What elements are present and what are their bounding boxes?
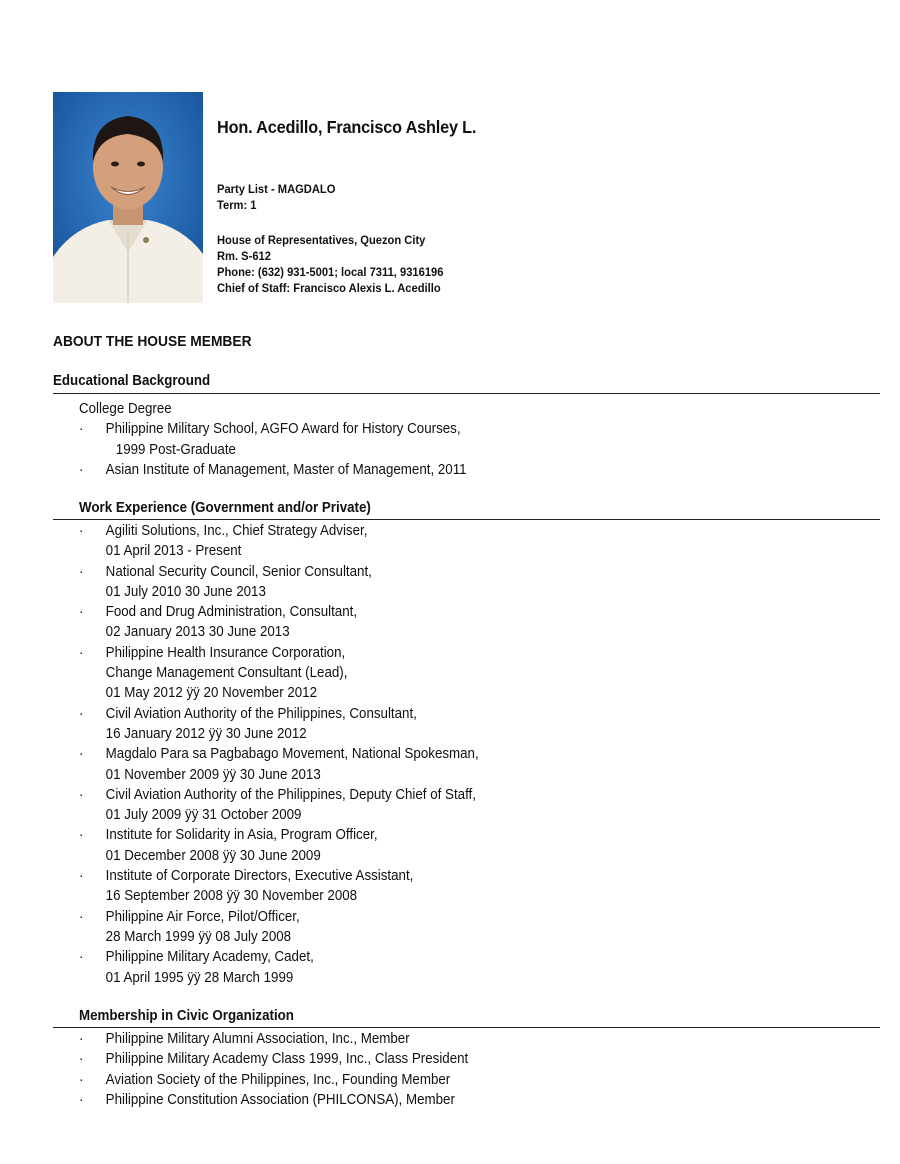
party-term-block bbox=[217, 181, 335, 213]
list-item bbox=[79, 825, 479, 866]
list-item-line: Food and Drug Administration, Consultant, bbox=[105, 604, 358, 621]
bullet-mark: · bbox=[79, 1071, 84, 1088]
list-item-line: 16 September 2008 ÿÿ 30 November 2008 bbox=[105, 888, 358, 905]
list-item bbox=[79, 419, 467, 460]
work-list bbox=[79, 521, 479, 988]
list-item-line: Philippine Health Insurance Corporation, bbox=[105, 644, 346, 661]
bullet-mark: · bbox=[79, 644, 84, 661]
bullet-mark: · bbox=[79, 949, 84, 966]
list-item bbox=[79, 866, 479, 907]
work-title: Work Experience (Government and/or Private) bbox=[79, 500, 371, 516]
education-divider bbox=[53, 393, 880, 394]
membership-title: Membership in Civic Organization bbox=[79, 1008, 294, 1024]
list-item bbox=[79, 907, 479, 948]
list-item-line: Asian Institute of Management, Master of Management, 2011 bbox=[105, 461, 467, 478]
list-item-line: Philippine Military Academy Class 1999, Inc., Class President bbox=[105, 1051, 469, 1068]
education-title: Educational Background bbox=[53, 373, 211, 389]
bullet-mark: · bbox=[79, 563, 84, 580]
list-item-line: National Security Council, Senior Consultant, bbox=[105, 563, 372, 580]
membership-list bbox=[79, 1029, 468, 1110]
bullet-mark: · bbox=[79, 705, 84, 722]
list-item-line: 01 July 2009 ÿÿ 31 October 2009 bbox=[105, 807, 302, 824]
bullet-mark: · bbox=[79, 604, 84, 621]
bullet-mark: · bbox=[79, 461, 84, 478]
list-item bbox=[79, 785, 479, 826]
bullet-mark: · bbox=[79, 827, 84, 844]
list-item-line: 01 November 2009 ÿÿ 30 June 2013 bbox=[105, 766, 321, 783]
list-item bbox=[79, 1049, 468, 1069]
list-item-line: Philippine Military Academy, Cadet, bbox=[105, 949, 314, 966]
phone-number: Phone: (632) 931-5001; local 7311, 9316196 bbox=[217, 265, 444, 279]
list-item-line: Philippine Military Alumni Association, Inc., Member bbox=[105, 1031, 410, 1047]
list-item-line: Philippine Air Force, Pilot/Officer, bbox=[105, 908, 300, 925]
bullet-mark: · bbox=[79, 908, 84, 925]
membership-divider bbox=[53, 1027, 880, 1028]
list-item-line: 16 January 2012 ÿÿ 30 June 2012 bbox=[105, 725, 307, 742]
list-item-line: Institute for Solidarity in Asia, Program Officer, bbox=[105, 827, 378, 844]
list-item bbox=[79, 947, 479, 988]
contact-block bbox=[217, 232, 443, 296]
list-item-line: 01 April 2013 - Present bbox=[105, 543, 242, 560]
list-item bbox=[79, 744, 479, 785]
term: Term: 1 bbox=[217, 198, 257, 212]
about-heading: ABOUT THE HOUSE MEMBER bbox=[53, 333, 252, 350]
member-name: Hon. Acedillo, Francisco Ashley L. bbox=[217, 117, 477, 137]
list-item-line: Civil Aviation Authority of the Philippines, Deputy Chief of Staff, bbox=[105, 786, 476, 803]
work-divider bbox=[53, 519, 880, 520]
list-item-line: Magdalo Para sa Pagbabago Movement, National Spokesman, bbox=[105, 746, 479, 763]
member-portrait bbox=[53, 92, 203, 303]
office-address: House of Representatives, Quezon City bbox=[217, 233, 426, 247]
room-number: Rm. S-612 bbox=[217, 249, 271, 263]
bullet-mark: · bbox=[79, 421, 84, 438]
list-item bbox=[79, 1070, 468, 1090]
list-item-line: 01 April 1995 ÿÿ 28 March 1999 bbox=[105, 969, 294, 986]
party-list: Party List - MAGDALO bbox=[217, 182, 336, 196]
list-item-line: Philippine Constitution Association (PHILCONSA), Member bbox=[105, 1091, 455, 1108]
list-item bbox=[79, 460, 467, 480]
list-item-line: Philippine Military School, AGFO Award for History Courses, bbox=[105, 421, 461, 438]
list-item-line: 1999 Post-Graduate bbox=[115, 441, 236, 458]
bullet-mark: · bbox=[79, 786, 84, 803]
bullet-mark: · bbox=[79, 523, 84, 539]
college-degree-label: College Degree bbox=[79, 401, 172, 417]
list-item-line: Institute of Corporate Directors, Executive Assistant, bbox=[105, 868, 414, 885]
bullet-mark: · bbox=[79, 868, 84, 885]
list-item-line: 01 July 2010 30 June 2013 bbox=[105, 583, 266, 600]
list-item-line: 28 March 1999 ÿÿ 08 July 2008 bbox=[105, 928, 292, 945]
list-item-line: 02 January 2013 30 June 2013 bbox=[105, 624, 290, 641]
list-item-line: 01 May 2012 ÿÿ 20 November 2012 bbox=[105, 685, 318, 702]
bullet-mark: · bbox=[79, 746, 84, 763]
list-item bbox=[79, 562, 479, 603]
education-list bbox=[79, 399, 467, 480]
list-item bbox=[79, 643, 479, 704]
list-item bbox=[79, 704, 479, 745]
list-item-line: 01 December 2008 ÿÿ 30 June 2009 bbox=[105, 847, 321, 864]
bullet-mark: · bbox=[79, 1051, 84, 1068]
list-item bbox=[79, 521, 479, 562]
chief-of-staff: Chief of Staff: Francisco Alexis L. Acedillo bbox=[217, 281, 441, 295]
list-item-line: Agiliti Solutions, Inc., Chief Strategy Adviser, bbox=[105, 523, 368, 539]
list-item bbox=[79, 1090, 468, 1110]
bullet-mark: · bbox=[79, 1091, 84, 1108]
list-item-line: Aviation Society of the Philippines, Inc., Founding Member bbox=[105, 1071, 451, 1088]
list-item bbox=[79, 602, 479, 643]
bullet-mark: · bbox=[79, 1031, 84, 1047]
list-item bbox=[79, 1029, 468, 1049]
list-item-line: Change Management Consultant (Lead), bbox=[105, 665, 348, 682]
list-item-line: Civil Aviation Authority of the Philippines, Consultant, bbox=[105, 705, 417, 722]
